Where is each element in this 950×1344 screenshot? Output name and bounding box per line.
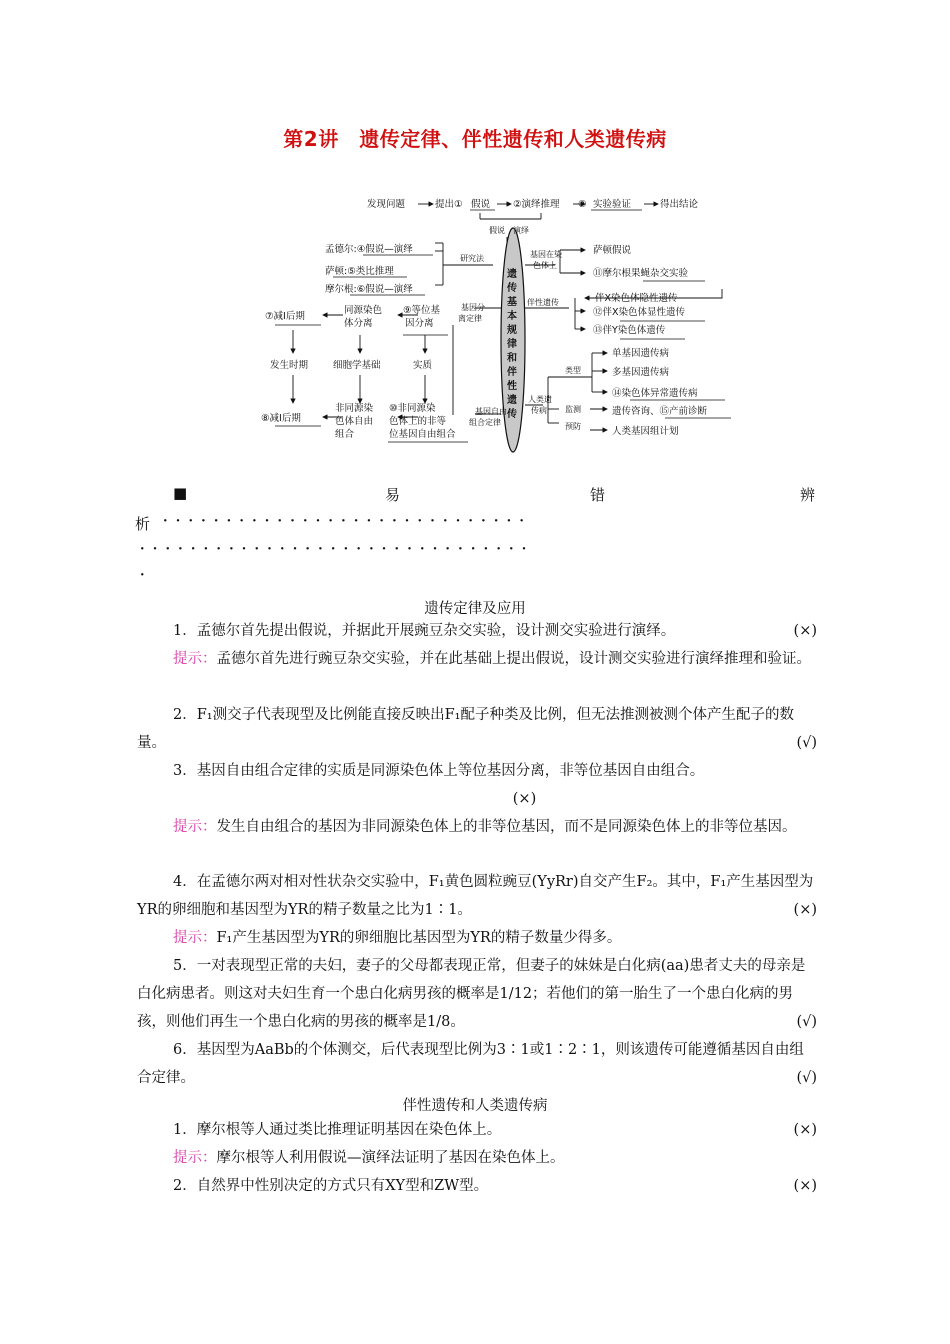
- item-a6: [137, 1036, 817, 1092]
- hint-b1: [137, 1144, 817, 1172]
- mm-xr: 伴X染色体隐性遗传: [595, 293, 678, 304]
- mm-cyto: 细胞学基础: [333, 360, 381, 371]
- section-heading-2: 伴性遗传和人类遗传病: [402, 1098, 548, 1114]
- mm-sutton: 萨顿:⑤类比推理: [325, 266, 394, 277]
- dot-leader: ·····························: [163, 514, 533, 529]
- item-b1: [137, 1116, 817, 1144]
- item-a4-text: 4．在孟德尔两对相对性状杂交实验中，F₁黄色圆粒豌豆(YyRr)自交产生F₂。其中，F₁产生基因型为YR的卵细胞和基因型为YR的精子数量之比为1∶1。: [137, 874, 814, 918]
- answer-mark: (√): [796, 1014, 817, 1030]
- mm-xd: ⑫伴X染色体显性遗传: [593, 307, 686, 318]
- heading-char-1: 易: [385, 486, 401, 504]
- mm-propose: 提出①: [435, 199, 463, 210]
- mm-y: ⑬伴Y染色体遗传: [593, 325, 666, 336]
- item-b1-text: 1．摩尔根等人通过类比推理证明基因在染色体上。: [173, 1122, 502, 1138]
- mm-allele: ⑨等位基因分离: [403, 305, 441, 329]
- hint-label: 提示：: [173, 651, 217, 667]
- mm-multi: 多基因遗传病: [612, 367, 670, 378]
- mm-sexlinked: 伴性遗传: [527, 298, 559, 307]
- answer-mark: (√): [796, 735, 817, 751]
- mm-hypothesis: 假说: [471, 199, 491, 210]
- heading-char-2: 错: [590, 486, 606, 504]
- heading-char-4: 析: [135, 515, 151, 533]
- mm-monitor: 监测: [565, 405, 581, 414]
- answer-mark: (×): [793, 1122, 817, 1138]
- hint-a3: [137, 813, 817, 841]
- mm-sutton-hyp: 萨顿假说: [593, 245, 632, 256]
- mm-anaphase-a: ⑦减Ⅰ后期: [265, 311, 305, 322]
- mm-indeplaw: 基因自由组合定律: [469, 407, 507, 427]
- dot-leader: ·······························: [140, 542, 535, 557]
- mm-gene-chrom: 基因在染色体上: [530, 250, 562, 270]
- mm-human: 人类遗传病: [528, 395, 552, 415]
- hint-text: 发生自由组合的基因为非同源染色体上的非等位基因，而不是同源染色体上的非等位基因。: [216, 819, 797, 835]
- mm-morgan: 摩尔根:⑥假说—演绎: [325, 284, 413, 295]
- item-a5: [137, 952, 817, 1036]
- mm-anaphase-b: ⑧减Ⅰ后期: [261, 413, 301, 424]
- mm-conclusion: 得出结论: [660, 199, 699, 210]
- item-a2-text: 2．F₁测交子代表现型及比例能直接反映出F₁配子种类及比例，但无法推测被测个体产生配子的数量。: [137, 707, 794, 751]
- dot-leader: ·: [140, 568, 153, 583]
- item-a3-mark-line: [137, 785, 817, 813]
- mm-types: 类型: [565, 366, 581, 375]
- item-a5-text: 5．一对表现型正常的夫妇，妻子的父母都表现正常，但妻子的妹妹是白化病(aa)患者丈夫的母亲是白化病患者。则这对夫妇生育一个患白化病男孩的概率是1/12；若他们的第一胎生了一个患白化病的男孩，则他们再生一个患白化病的男孩的概率是1/8。: [137, 958, 806, 1030]
- answer-mark: (×): [512, 791, 537, 807]
- mm-chromabn: ⑭染色体异常遗传病: [612, 388, 698, 399]
- item-a4: [137, 868, 817, 924]
- mm-single: 单基因遗传病: [612, 348, 670, 359]
- mm-seglaw: 基因分离定律: [458, 303, 485, 323]
- hint-label: 提示：: [173, 819, 217, 835]
- mm-nonallele: ⑩非同源染色体上的非等位基因自由组合: [389, 403, 456, 440]
- page-title: 第2讲 遗传定律、伴性遗传和人类遗传病: [283, 127, 667, 151]
- concept-map: [255, 185, 735, 455]
- item-a1: [137, 617, 817, 645]
- item-b2: [137, 1172, 817, 1200]
- hint-a1: [137, 645, 817, 673]
- hint-label: 提示：: [173, 1150, 217, 1166]
- square-icon: ■: [173, 484, 188, 502]
- mm-nonhomologous: 非同源染色体自由组合: [335, 403, 374, 440]
- item-a3-text: 3．基因自由组合定律的实质是同源染色体上等位基因分离，非等位基因自由组合。: [173, 763, 705, 779]
- item-a1-text: 1．孟德尔首先提出假说，并据此开展豌豆杂交实验，设计测交实验进行演绎。: [173, 623, 676, 639]
- mm-mendel: 孟德尔:④假说—演绎: [325, 244, 413, 255]
- mm-morgan-exp: ⑪摩尔根果蝇杂交实验: [593, 268, 689, 279]
- mm-deduction: ②演绎推理: [513, 199, 560, 210]
- answer-mark: (×): [793, 902, 817, 918]
- mm-discover: 发现问题: [367, 199, 406, 210]
- mm-prevent: 预防: [565, 422, 581, 431]
- hint-label: 提示：: [173, 930, 217, 946]
- mm-hgp: 人类基因组计划: [612, 426, 679, 437]
- mm-homologous: 同源染色体分离: [344, 305, 383, 329]
- hint-text: F₁产生基因型为YR的卵细胞比基因型为YR的精子数量少得多。: [216, 930, 622, 946]
- item-a6-text: 6．基因型为AaBb的个体测交，后代表现型比例为3∶1或1∶2∶1，则该遗传可能遵循基因自由组合定律。: [137, 1042, 804, 1086]
- section-heading-1: 遗传定律及应用: [424, 601, 526, 617]
- mm-jiashuo-yanyi: 假说 演绎: [489, 226, 529, 235]
- item-a2: [137, 701, 817, 757]
- mm-research: 研究法: [460, 254, 484, 263]
- answer-mark: (√): [796, 1070, 817, 1086]
- hint-text: 孟德尔首先进行豌豆杂交实验，并在此基础上提出假说，设计测交实验进行演绎推理和验证。: [216, 651, 811, 667]
- hint-text: 摩尔根等人利用假说—演绎法证明了基因在染色体上。: [216, 1150, 565, 1166]
- mm-timing: 发生时期: [270, 360, 309, 371]
- hint-a4: [137, 924, 817, 952]
- mm-step3: ③: [578, 199, 587, 210]
- mm-verify: 实验验证: [593, 199, 632, 210]
- heading-char-3: 辨: [800, 486, 816, 504]
- item-b2-text: 2．自然界中性别决定的方式只有XY型和ZW型。: [173, 1178, 489, 1194]
- mm-oval: 遗传基本规律和伴性遗传: [507, 269, 517, 420]
- item-a3: [137, 757, 817, 785]
- mm-essence: 实质: [413, 360, 433, 371]
- mm-counsel: 遗传咨询、⑮产前诊断: [612, 406, 708, 417]
- answer-mark: (×): [793, 623, 817, 639]
- answer-mark: (×): [793, 1178, 817, 1194]
